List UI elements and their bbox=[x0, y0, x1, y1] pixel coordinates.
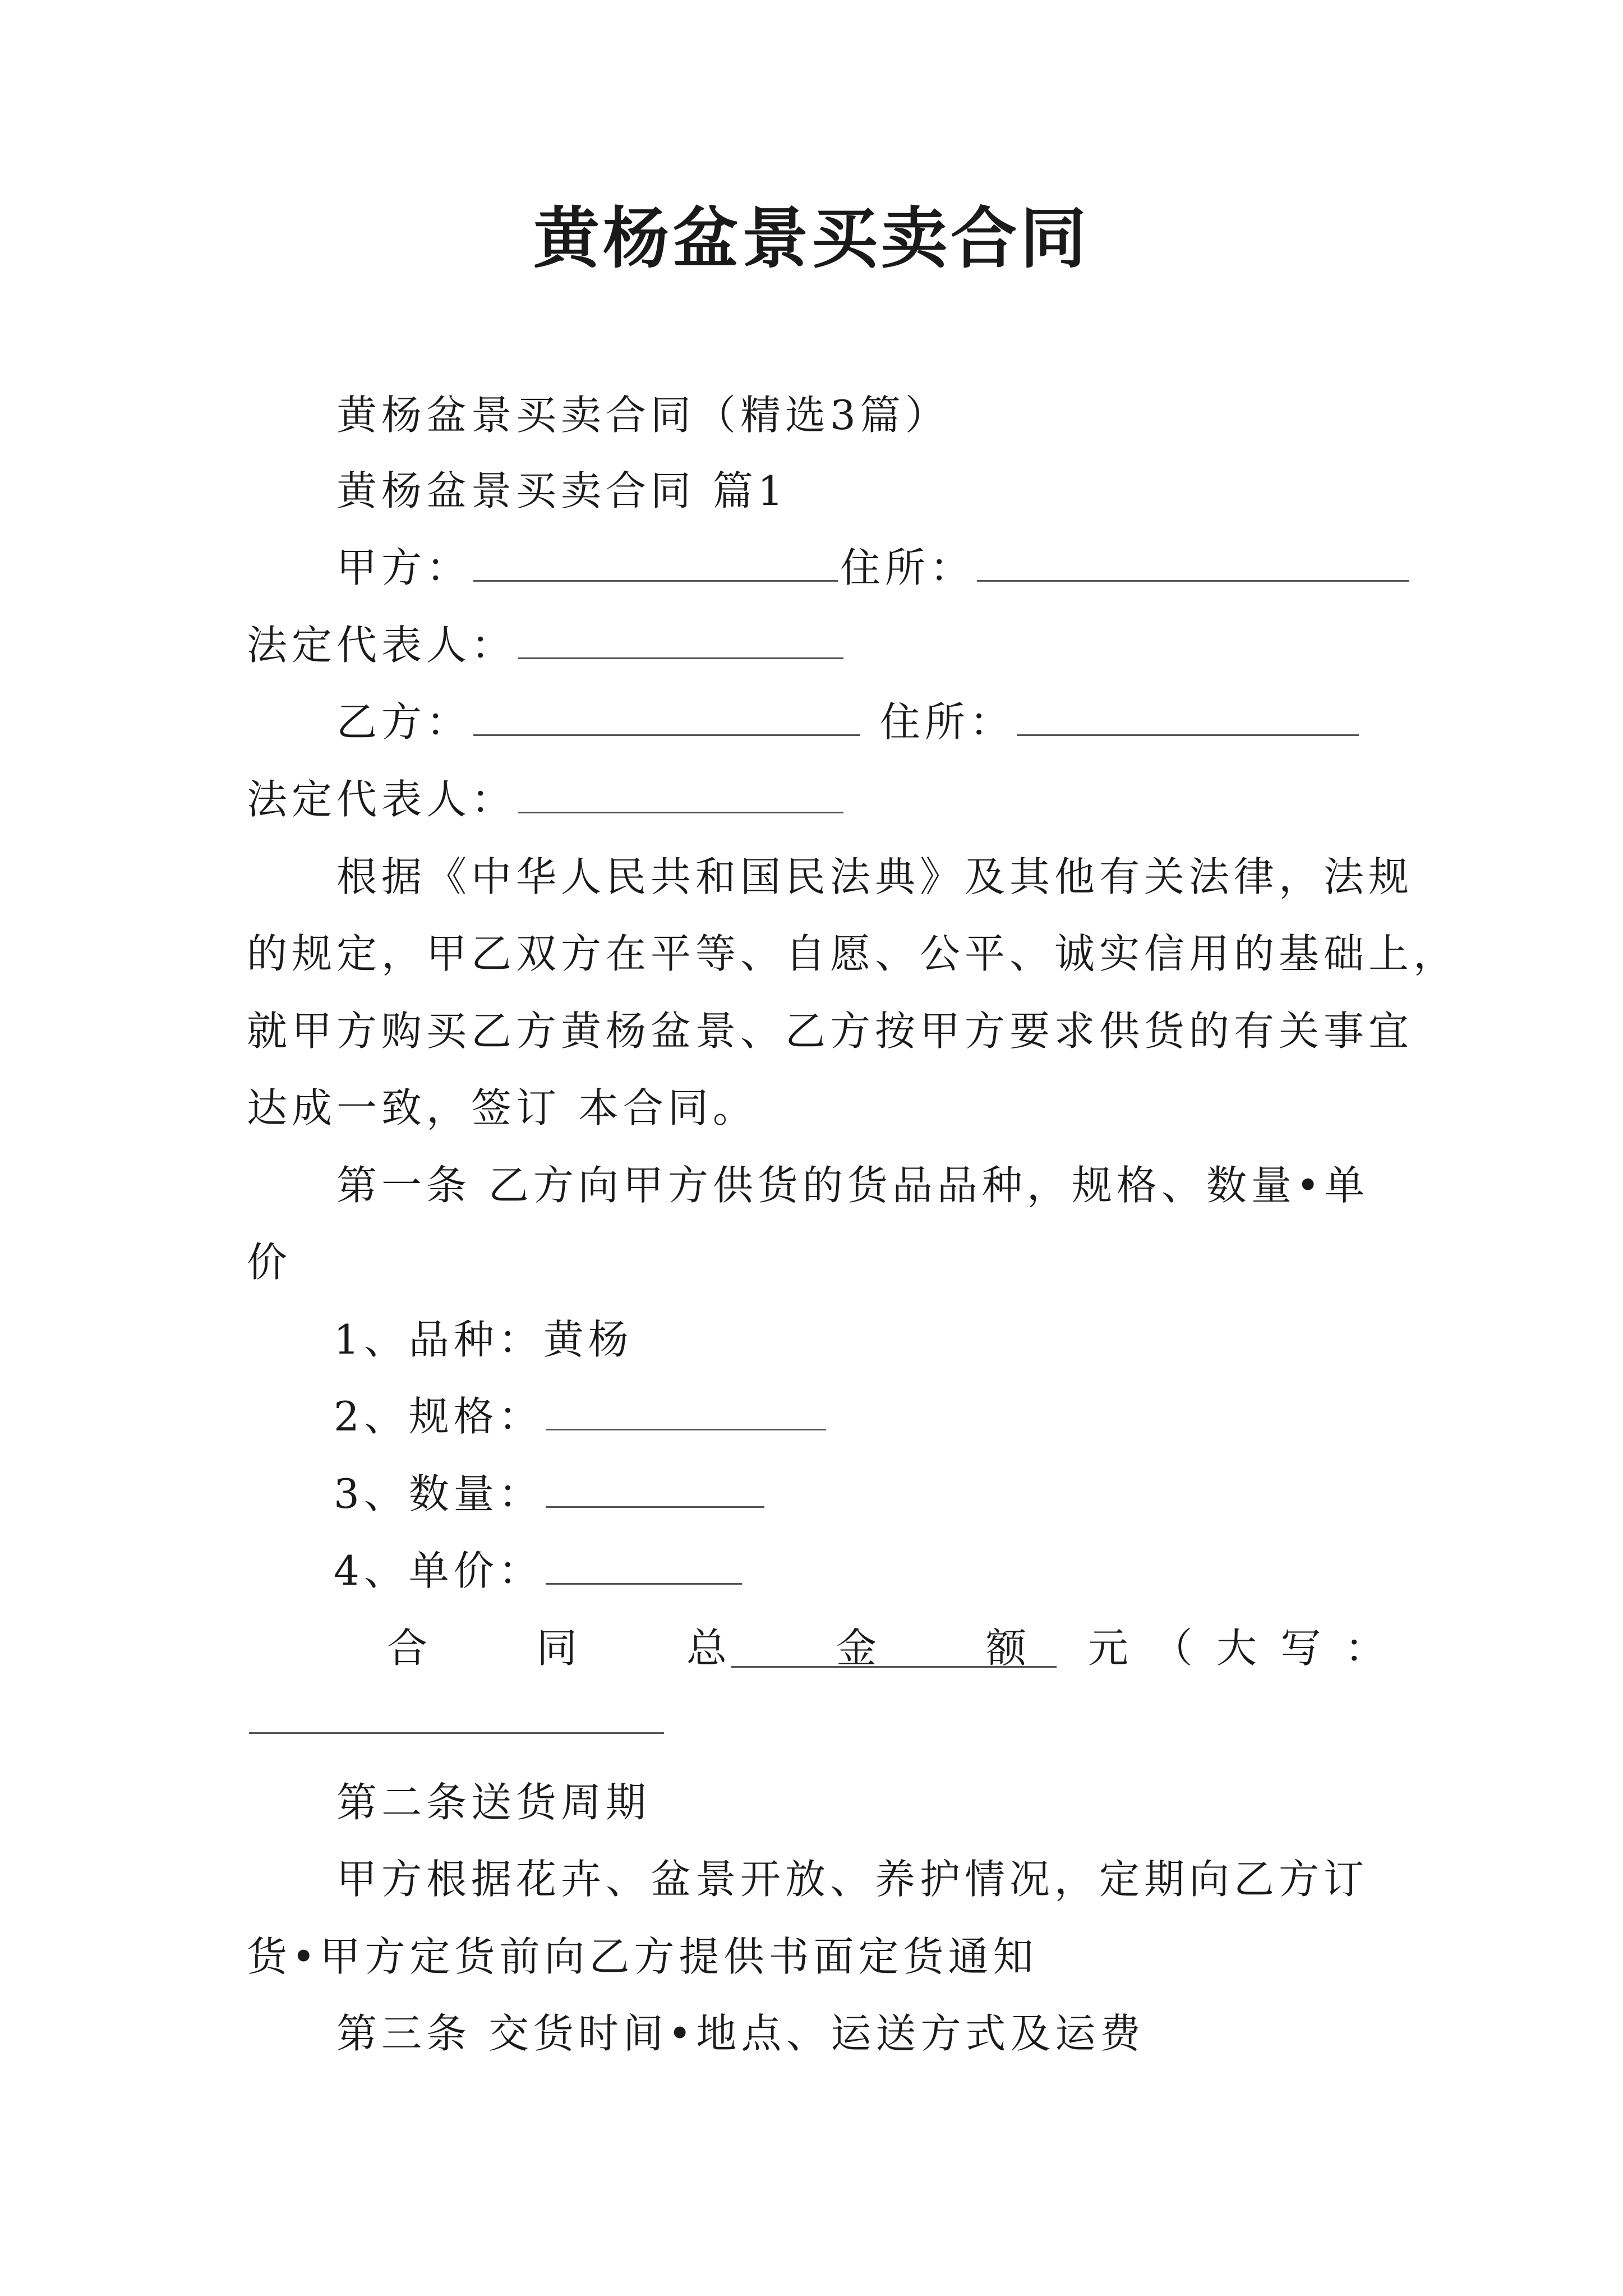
document-title: 黄杨盆景买卖合同 bbox=[533, 199, 1090, 277]
item-price-line bbox=[334, 1543, 744, 1599]
item-price-label: 4、单价： bbox=[334, 1547, 543, 1594]
item-price-blank bbox=[546, 1544, 742, 1585]
party-a-address-blank bbox=[977, 541, 1409, 582]
party-b-rep-blank bbox=[518, 772, 843, 813]
item-quantity-line bbox=[334, 1466, 767, 1522]
total-tail-char: 大 bbox=[1216, 1625, 1257, 1672]
total-char: 总 bbox=[686, 1625, 727, 1672]
total-char: 同 bbox=[536, 1625, 577, 1672]
total-amount-blank bbox=[731, 1627, 1057, 1668]
party-a-rep-blank bbox=[518, 618, 843, 659]
party-a-line bbox=[336, 540, 1411, 596]
total-tail-char: 元 bbox=[1088, 1625, 1129, 1672]
subtitle: 黄杨盆景买卖合同（精选3篇） bbox=[336, 392, 950, 439]
total-char: 金 bbox=[836, 1625, 877, 1672]
article-1-heading-cont: 价 bbox=[247, 1239, 292, 1286]
party-b-name-blank bbox=[473, 695, 860, 736]
party-b-address-label: 住所： bbox=[879, 698, 1015, 746]
article-1-heading: 第一条 乙方向甲方供货的货品品种，规格、数量•单 bbox=[336, 1162, 1370, 1209]
preamble-line-4: 达成一致，签订 本合同。 bbox=[247, 1084, 758, 1131]
item-spec-label: 2、规格： bbox=[334, 1393, 543, 1440]
party-b-line bbox=[336, 694, 1361, 750]
party-b-label: 乙方： bbox=[336, 698, 472, 746]
preamble-line-3: 就甲方购买乙方黄杨盆景、乙方按甲方要求供货的有关事宜 bbox=[247, 1007, 1414, 1055]
total-tail-char: （ bbox=[1152, 1625, 1193, 1672]
total-tail-char: 写 bbox=[1280, 1625, 1321, 1672]
article-3-heading: 第三条 交货时间•地点、运送方式及运费 bbox=[336, 2010, 1145, 2057]
party-a-rep-line bbox=[247, 617, 846, 673]
party-a-address-label: 住所： bbox=[840, 544, 975, 591]
chapter-heading: 黄杨盆景买卖合同 篇1 bbox=[336, 467, 788, 514]
preamble-line-1: 根据《中华人民共和国民法典》及其他有关法律，法规 bbox=[336, 853, 1414, 900]
item-variety: 1、品种：黄杨 bbox=[334, 1316, 633, 1363]
party-a-label: 甲方： bbox=[336, 544, 472, 591]
item-quantity-blank bbox=[546, 1467, 764, 1508]
party-a-rep-label: 法定代表人： bbox=[247, 622, 517, 669]
article-2-body-1: 甲方根据花卉、盆景开放、养护情况，定期向乙方订 bbox=[336, 1856, 1369, 1903]
party-b-rep-label: 法定代表人： bbox=[247, 776, 517, 823]
article-2-body-2: 货•甲方定货前向乙方提供书面定货通知 bbox=[247, 1933, 1038, 1980]
item-quantity-label: 3、数量： bbox=[334, 1470, 543, 1517]
article-2-heading: 第二条送货周期 bbox=[336, 1779, 651, 1826]
item-spec-blank bbox=[546, 1389, 826, 1430]
total-char: 合 bbox=[387, 1625, 428, 1672]
party-b-address-blank bbox=[1017, 695, 1359, 736]
item-spec-line bbox=[334, 1388, 828, 1444]
total-tail-char: ： bbox=[1344, 1625, 1385, 1672]
preamble-line-2: 的规定，甲乙双方在平等、自愿、公平、诚实信用的基础上， bbox=[247, 930, 1459, 977]
party-a-name-blank bbox=[473, 541, 838, 582]
total-amount-suffix bbox=[1088, 1620, 1385, 1676]
total-amount-words-blank bbox=[249, 1693, 664, 1734]
total-char: 额 bbox=[985, 1625, 1026, 1672]
party-b-rep-line bbox=[247, 771, 846, 827]
